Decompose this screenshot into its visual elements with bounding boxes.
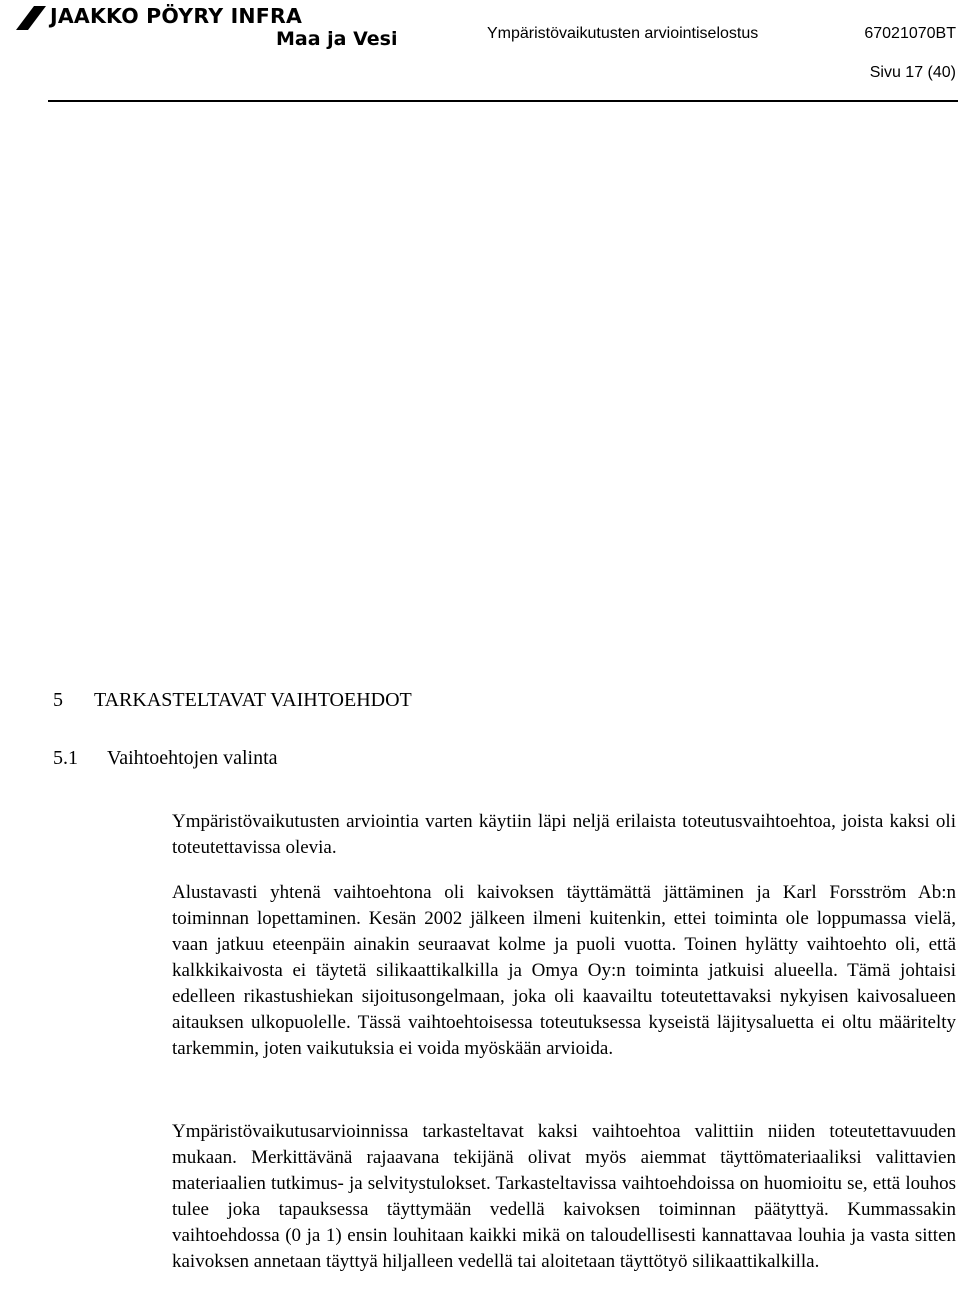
logo-company-name: JAAKKO PÖYRY INFRA [50,4,303,28]
subsection-title: Vaihtoehtojen valinta [107,747,278,769]
paragraph-2: Alustavasti yhtenä vaihtoehtona oli kaivoksen täyttämättä jättäminen ja Karl Forsström Ab:n toiminnan lopettaminen. Kesän 2002 jälkeen ilmeni kuitenkin, ettei toiminta ole loppumassa vielä, vaan jatkuu eteenpäin ainakin seuraavat kolme ja puoli vuotta. Toinen hylätty vaihtoehto oli, että kalkkikaivosta ei täytetä silikaattikalkilla ja Omya Oy:n toiminta jatkuisi alueella. Tämä johtaisi edelleen rikastushiekan sijoitusongelmaan, joka oli kaavailtu toteutettavaksi nykyisen kaivosalueen aitauksen ulkopuolelle. Tässä vaihtoehtoisessa toteutuksessa kyseistä läjitysaluetta ei oltu määritelty tarkemmin, joten vaikutuksia ei voida myöskään arvioida. [172,882,956,1059]
header-divider [48,100,958,102]
subsection-number: 5.1 [53,747,78,769]
document-title: Ympäristövaikutusten arviointiselostus [487,25,759,42]
company-logo [10,4,398,52]
section-title: TARKASTELTAVAT VAIHTOEHDOT [94,689,412,711]
document-number: 67021070BT [864,25,956,42]
logo-slash-icon [10,4,50,32]
section-number: 5 [53,689,63,711]
paragraph-1: Ympäristövaikutusten arviointia varten käytiin läpi neljä erilaista toteutusvaihtoehtoa, joista kaksi oli toteutettavissa olevia. [172,811,956,858]
page-number: Sivu 17 (40) [869,64,956,81]
paragraph-3: Ympäristövaikutusarvioinnissa tarkasteltavat kaksi vaihtoehtoa valittiin niiden toteutettavuuden mukaan. Merkittävänä rajaavana tekijänä olivat myös aiemmat täyttömateriaaliksi valittavien materiaalien tutkimus- ja selvitystulokset. Tarkasteltavissa vaihtoehdoissa on huomioitu se, että louhos tulee joka tapauksessa täyttymään vedellä kaivoksen toiminnan päätyttyä. Kummassakin vaihtoehdossa (0 ja 1) ensin louhitaan kaikki mikä on taloudellisesti kannattavaa louhia ja vasta sitten kaivoksen annetaan täyttyä hiljalleen vedellä tai aloitetaan täyttötyö silikaattikalkilla. [172,1121,956,1272]
logo-division-name: Maa ja Vesi [276,28,398,50]
